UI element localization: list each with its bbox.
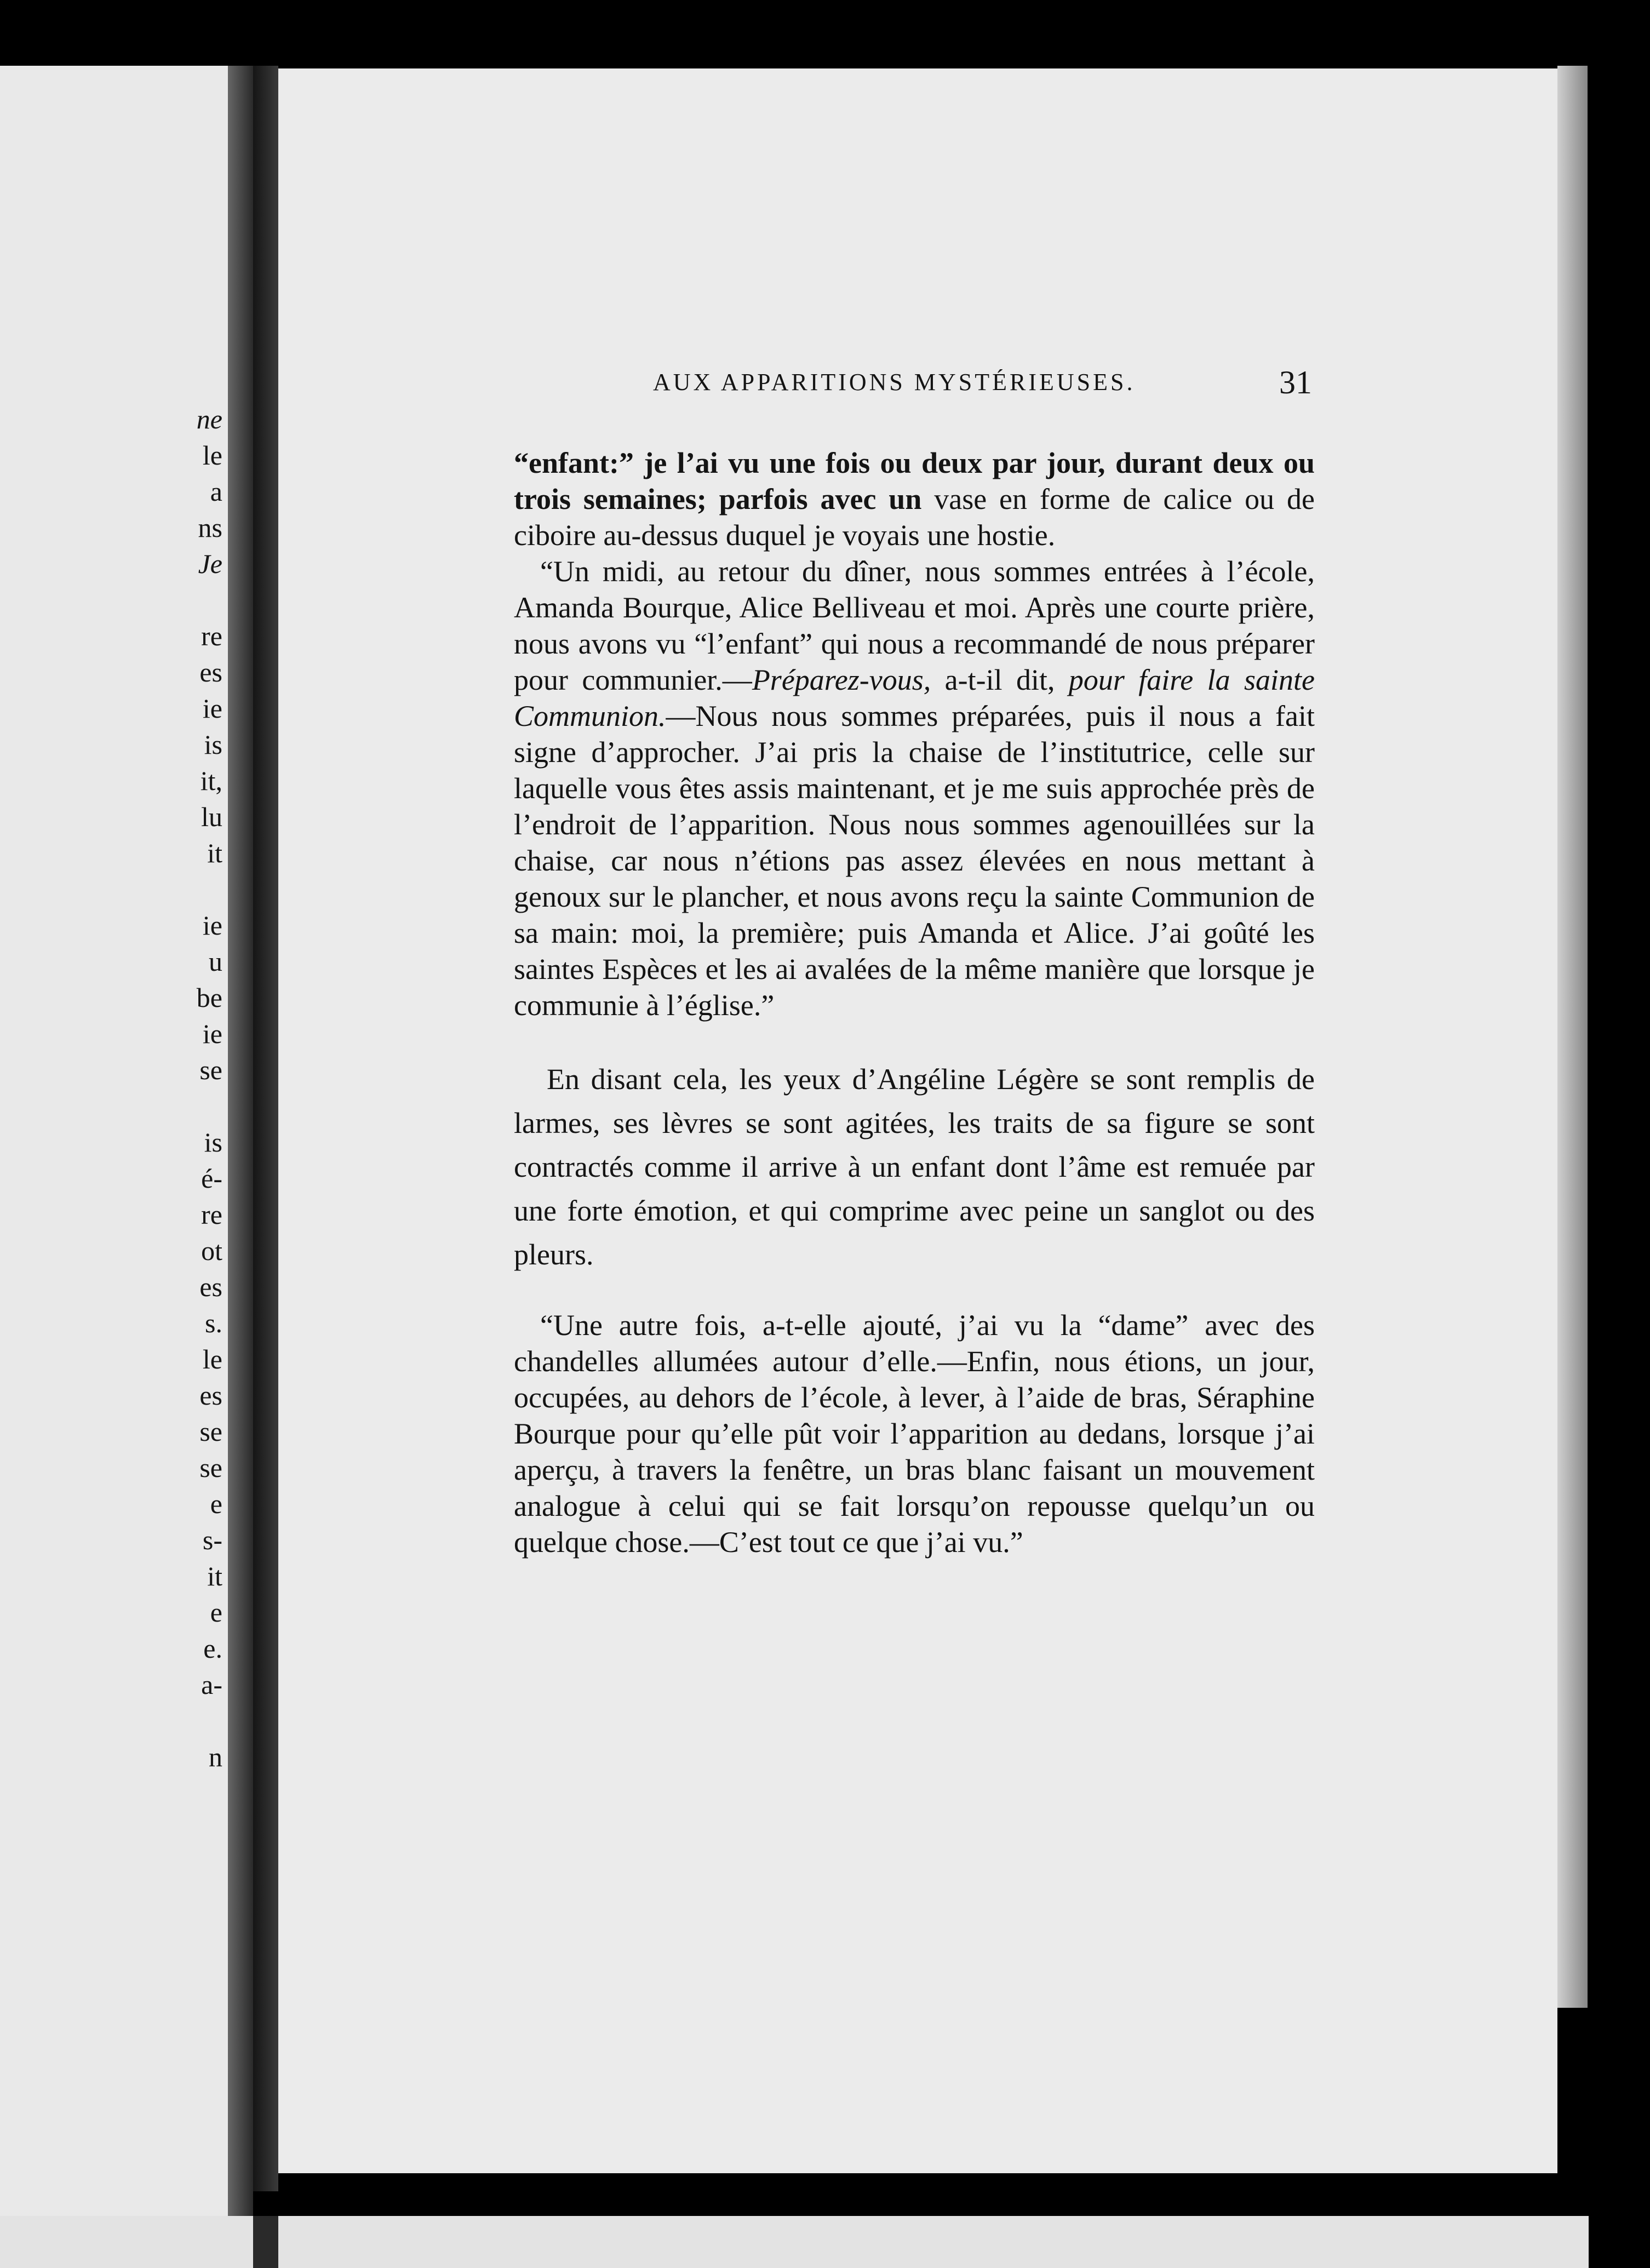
left-page-binding bbox=[228, 66, 253, 2252]
paragraph-2-italic-a: Préparez-vous, bbox=[752, 663, 931, 696]
left-page-fragment: es bbox=[199, 1272, 222, 1302]
left-page-fragment: s- bbox=[202, 1525, 222, 1555]
left-page-fragment: ns bbox=[198, 512, 222, 543]
paragraph-4: “Une autre fois, a-t-elle ajouté, j’ai vu la “dame” avec des chandelles allumées autour d’elle.—Enfin, nous étions, un jour, occupées, au dehors de l’école, à lever, à l’aide de bras, Séraphine Bourque pour qu’elle pût voir l’apparition au dedans, lorsque j’ai aperçu, à travers la fenêtre, un bras blanc faisant un mouvement analogue à celui qui se fait lorsqu’on repousse quelqu’un ou quelque chose.—C’est tout ce que j’ai vu.” bbox=[514, 1309, 1315, 1559]
left-page-fragment: ie bbox=[202, 910, 222, 941]
left-page-fragment: es bbox=[199, 1380, 222, 1411]
left-page-fragment: be bbox=[196, 982, 222, 1013]
running-header bbox=[653, 364, 1312, 400]
left-page-fragment: é- bbox=[201, 1163, 222, 1194]
left-page-fragment: le bbox=[202, 1344, 222, 1374]
left-page-fragment: ie bbox=[202, 693, 222, 724]
paragraph-3: En disant cela, les yeux d’Angéline Légère se sont remplis de larmes, ses lèvres se sont agitées, les traits de sa figure se sont contractés comme il arrive à un enfant dont l’âme est remuée par une forte émotion, et qui comprime avec peine un sanglot ou des pleurs. bbox=[514, 1063, 1315, 1271]
left-page-fragment: e bbox=[210, 1488, 222, 1519]
paragraph-2 bbox=[514, 553, 1315, 1023]
left-page-fragment: u bbox=[209, 946, 222, 977]
left-page-fragment: it bbox=[207, 838, 222, 868]
left-page-fragment: se bbox=[199, 1416, 222, 1447]
left-page-fragment: lu bbox=[201, 801, 222, 832]
book-gutter bbox=[253, 66, 278, 2191]
left-page-fragment: is bbox=[204, 729, 222, 760]
paragraph-2-italic-b: pour faire la sainte Communion. bbox=[514, 663, 1315, 732]
left-page bbox=[0, 66, 253, 2252]
running-title: AUX APPARITIONS MYSTÉRIEUSES. bbox=[653, 369, 1136, 396]
left-page-fragment: ne bbox=[196, 404, 222, 434]
left-page-fragment: e bbox=[210, 1597, 222, 1628]
paragraph-1-text: vase en forme de calice ou de ciboire au-dessus duquel je voyais une hostie. bbox=[514, 483, 1315, 552]
paragraph-2-text-b: a-t-il dit, bbox=[931, 663, 1069, 696]
left-page-fragment: es bbox=[199, 657, 222, 688]
left-page-fragment: re bbox=[201, 1199, 222, 1230]
left-page-fragment: re bbox=[201, 621, 222, 651]
left-page-fragment: Je bbox=[198, 548, 222, 579]
next-page-strip bbox=[0, 2216, 1589, 2268]
page-body bbox=[514, 445, 1315, 1560]
left-page-fragment: is bbox=[204, 1127, 222, 1158]
left-page-fragment: n bbox=[209, 1742, 222, 1772]
left-page-fragment: e. bbox=[203, 1633, 222, 1664]
left-page-fragment: it, bbox=[200, 765, 222, 796]
page-number: 31 bbox=[1279, 364, 1312, 400]
left-page-fragment: a bbox=[210, 476, 222, 507]
left-page-fragment: s. bbox=[205, 1308, 222, 1338]
paragraph-1-bold-lead: “enfant:” je l’ai vu une fois ou deux par jour, durant deux ou trois semaines; parfois avec un bbox=[514, 446, 1315, 516]
next-page-gutter bbox=[253, 2216, 278, 2268]
left-page-fragment: ot bbox=[201, 1235, 222, 1266]
left-page-fragment: it bbox=[207, 1561, 222, 1591]
paragraph-2-text-a: “Un midi, au retour du dîner, nous sommes entrées à l’école, Amanda Bourque, Alice Belliveau et moi. Après une courte prière, nous avons vu “l’enfant” qui nous a recommandé de nous préparer pour communier.— bbox=[514, 555, 1315, 696]
left-page-fragment: se bbox=[199, 1055, 222, 1085]
paragraph-1 bbox=[514, 445, 1315, 553]
left-page-fragment: ie bbox=[202, 1018, 222, 1049]
left-page-fragment: se bbox=[199, 1452, 222, 1483]
left-page-fragment: a- bbox=[201, 1669, 222, 1700]
paragraph-2-text-c: —Nous nous sommes préparées, puis il nous a fait signe d’approcher. J’ai pris la chaise de l’institutrice, celle sur laquelle vous êtes assis maintenant, et je me suis approchée près de l’endroit de l’apparition. Nous nous sommes agenouillées sur la chaise, car nous n’étions pas assez élevées en nous mettant à genoux sur le plancher, et nous avons reçu la sainte Communion de sa main: moi, la première; puis Amanda et Alice. J’ai goûté les saintes Espèces et les ai avalées de la même manière que lorsque je communie à l’église.” bbox=[514, 700, 1315, 1022]
page-edge bbox=[1557, 66, 1588, 2008]
left-page-fragment: le bbox=[202, 440, 222, 471]
